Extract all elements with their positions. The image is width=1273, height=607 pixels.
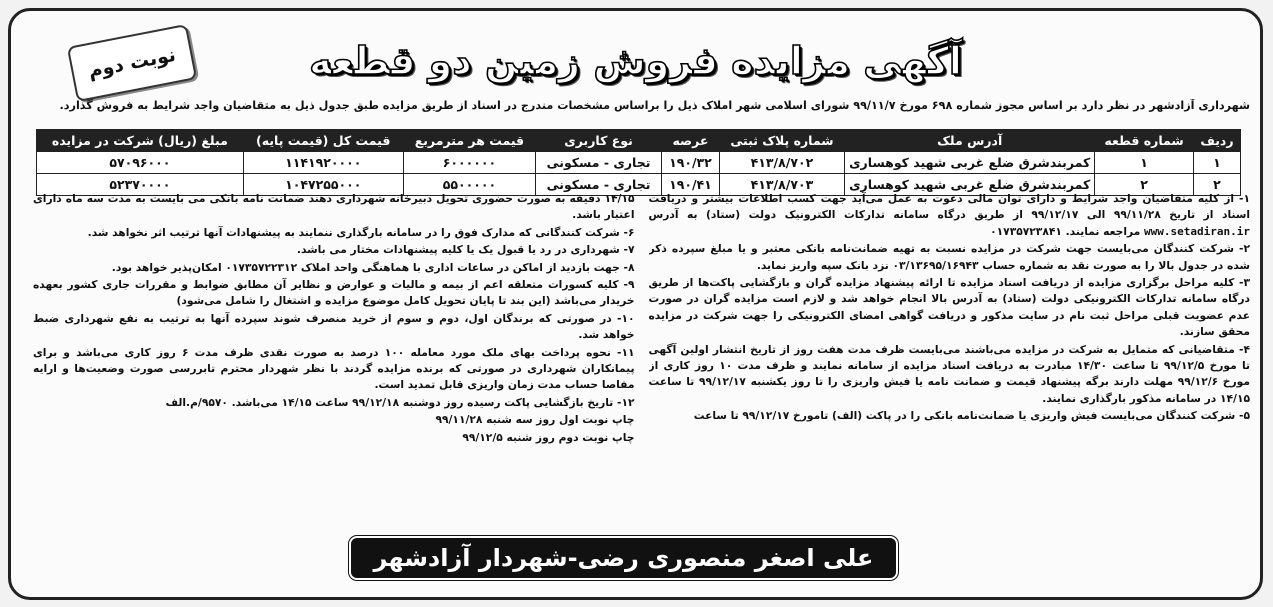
col-address: آدرس ملک (845, 130, 1095, 152)
col-row-number: ردیف (1193, 130, 1240, 152)
cell: ۶۰۰۰۰۰۰ (403, 152, 535, 174)
cell: تجاری - مسکونی (536, 152, 662, 174)
second-print-date: چاپ نوبت دوم روز شنبه ۹۹/۱۲/۵ (462, 430, 635, 444)
condition-5: ۵- شرکت کنندگان می‌بایست فیش واریزی یا ضمانت‌نامه بانکی را در پاکت (الف) تامورخ ۹۹/۱۲/۱۷ تا ساعت (693, 409, 1250, 423)
col-price-per-m2: قیمت هر مترمربع (403, 130, 535, 152)
notice-title: آگهی مزایده فروش زمین دو قطعه (309, 39, 962, 83)
col-deposit: مبلغ (ریال) شرکت در مزایده (37, 130, 244, 152)
condition-7: ۷- شهرداری در رد یا قبول یک یا کلیه پیشنهادات مختار می باشد. (296, 243, 635, 257)
conditions-columns (33, 191, 1250, 536)
col-land-use: نوع کاربری (536, 130, 662, 152)
website-link[interactable]: www.setadiran.ir (1144, 224, 1250, 238)
cell: ۲ (1193, 174, 1240, 196)
cell: ۵۵۰۰۰۰۰ (403, 174, 535, 196)
cell: ۵۷۰۹۶۰۰۰ (37, 152, 244, 174)
cell: کمربندشرق ضلع غربی شهید کوهساری (845, 152, 1095, 174)
cell: ۵۲۳۷۰۰۰۰ (37, 174, 244, 196)
condition-12: ۱۲- تاریخ بازگشایی پاکت رسیده روز دوشنبه ۹۹/۱۲/۱۸ ساعت ۱۴/۱۵ می‌باشد. ۹۵۷۰/م.الف (165, 395, 635, 409)
second-round-badge: نوبت دوم (67, 24, 197, 102)
cell: ۱ (1193, 152, 1240, 174)
condition-4: ۴- متقاضیانی که متمایل به شرکت در مزایده می‌باشند می‌بایست ظرف مدت هفت روز از تاریخ انتشار اولین آگهی تا مورخ ۹۹/۱۲/۵ تا ساعت ۱۴/۳۰ مبادرت به دریافت اسناد مزایده از سامانه نمایند و ظرف مدت ۱۰ روز کاری از مورخ ۹۹/۱۲/۶ مهلت دارند برگه پیشنهاد قیمت و ضمانت نامه یا فیش واریزی را تا روز یکشنبه ۹۹/۱۲/۱۷ تا ساعت ۱۴/۱۵ در سامانه مذکور بارگذاری نمایند. (648, 342, 1250, 405)
tender-notice (8, 8, 1263, 600)
col-total-price: قیمت کل (قیمت پایه) (243, 130, 403, 152)
condition-8: ۸- جهت بازدید از اماکن در ساعات اداری با هماهنگی واحد املاک ۰۱۷۳۵۷۲۲۳۱۲ امکان‌پذیر خواهد بود. (111, 260, 635, 274)
mayor-signature-bar: علی اصغر منصوری رضی-شهردار آزادشهر (351, 538, 896, 578)
condition-5-continued: ۱۴/۱۵ دقیقه به صورت حضوری تحویل دبیرخانه شهرداری دهند ضمانت نامه بانکی می بایست به مدت سه ماه دارای اعتبار باشد. (33, 192, 635, 222)
first-print-date: چاپ نوبت اول روز سه شنبه ۹۹/۱۱/۲۸ (435, 413, 635, 427)
lots-table-header (37, 130, 1241, 152)
cell: ۴۱۳/۸/۷۰۳ (719, 174, 844, 196)
condition-6: ۶- شرکت کنندگانی که مدارک فوق را در سامانه بارگذاری ننمایند به پیشنهادات آنها ترتیب اثر نخواهد شد. (87, 225, 635, 239)
condition-3: ۳- کلیه مراحل برگزاری مزایده از دریافت اسناد مزایده تا ارائه پیشنهاد مزایده گران و بازگشایی پاکت‌ها از طریق درگاه سامانه تدارکات الکترونیکی دولت (ستاد) به آدرس بالا انجام خواهد شد و لازم است مزایده گران در صورت عدم عضویت قبلی مراحل ثبت نام در سایت مذکور و دریافت گواهی امضای الکترونیکی را جهت شرکت در مزایده محقق سازند. (648, 276, 1250, 339)
condition-11: ۱۱- نحوه پرداخت بهای ملک مورد معامله ۱۰۰ درصد به صورت نقدی ظرف مدت ۶ روز کاری می‌باشد و برای پیمانکاران شهرداری در صورتی که برنده مزایده گردند با نظر شهردار محترم تابررسی صورت وضعیت‌ها و ارایه مفاصا حساب مدت زمان واریزی قابل تمدید است. (33, 345, 635, 392)
cell: ۱۹۰/۳۲ (662, 152, 720, 174)
conditions-right-column (649, 191, 1251, 536)
conditions-left-column (33, 191, 635, 536)
cell: ۲ (1095, 174, 1194, 196)
condition-9: ۹- کلیه کسورات متعلقه اعم از بیمه و مالیات و عوارض و نظایر آن مطابق ضوابط و مقررات جاری کشور بعهده خریدار می‌باشد (این بند تا پایان تحویل کامل موضوع مزایده و اشتغال را شامل می‌شود) (33, 278, 635, 308)
col-registry-plate: شماره پلاک ثبتی (719, 130, 844, 152)
cell: ۱۱۴۱۹۲۰۰۰۰ (243, 152, 403, 174)
notice-intro: شهرداری آزادشهر در نظر دارد بر اساس مجوز شماره ۶۹۸ مورخ ۹۹/۱۱/۷ شورای اسلامی شهر املاک ذیل را براساس مشخصات مندرج در اسناد از طریق مزایده طبق جدول ذیل به متقاضیان واجد شرایط به فروش گذارد. (59, 99, 1250, 112)
lots-table (36, 129, 1241, 196)
condition-2: ۲- شرکت کنندگان می‌بایست جهت شرکت در مزایده نسبت به تهیه ضمانت‌نامه بانکی معتبر و یا مبلغ سپرده ذکر شده در جدول بالا را به صورت نقد به شماره حساب ۰۳/۱۳۶۹۵/۱۶۹۴۳ نزد بانک سپه واریز نماید. (648, 242, 1250, 272)
cell: ۱۹۰/۴۱ (662, 174, 720, 196)
condition-10: ۱۰- در صورتی که برندگان اول، دوم و سوم از خرید منصرف شوند سپرده آنها به ترتیب به نفع شهرداری ضبط خواهد شد. (33, 311, 635, 342)
table-row (37, 152, 1241, 174)
condition-1: ۱- از کلیه متقاضیان واجد شرایط و دارای توان مالی دعوت به عمل می‌آید جهت کسب اطلاعات بیشتر و دریافت اسناد از تاریخ ۹۹/۱۱/۲۸ الی ۹۹/۱۲/۱۷ از طریق درگاه سامانه تدارکات الکترونیک دولت (ستاد) به آدرس www.setadiran.ir مراجعه نمایند. ۰۱۷۳۵۷۲۳۸۴۱ (648, 192, 1250, 238)
cell: ۱ (1095, 152, 1194, 174)
cell: ۴۱۳/۸/۷۰۲ (719, 152, 844, 174)
col-lot-number: شماره قطعه (1095, 130, 1194, 152)
cell: تجاری - مسکونی (536, 174, 662, 196)
cell: کمربندشرق ضلع غربی شهید کوهساری (845, 174, 1095, 196)
cell: ۱۰۴۷۲۵۵۰۰۰ (243, 174, 403, 196)
col-area: عرصه (662, 130, 720, 152)
